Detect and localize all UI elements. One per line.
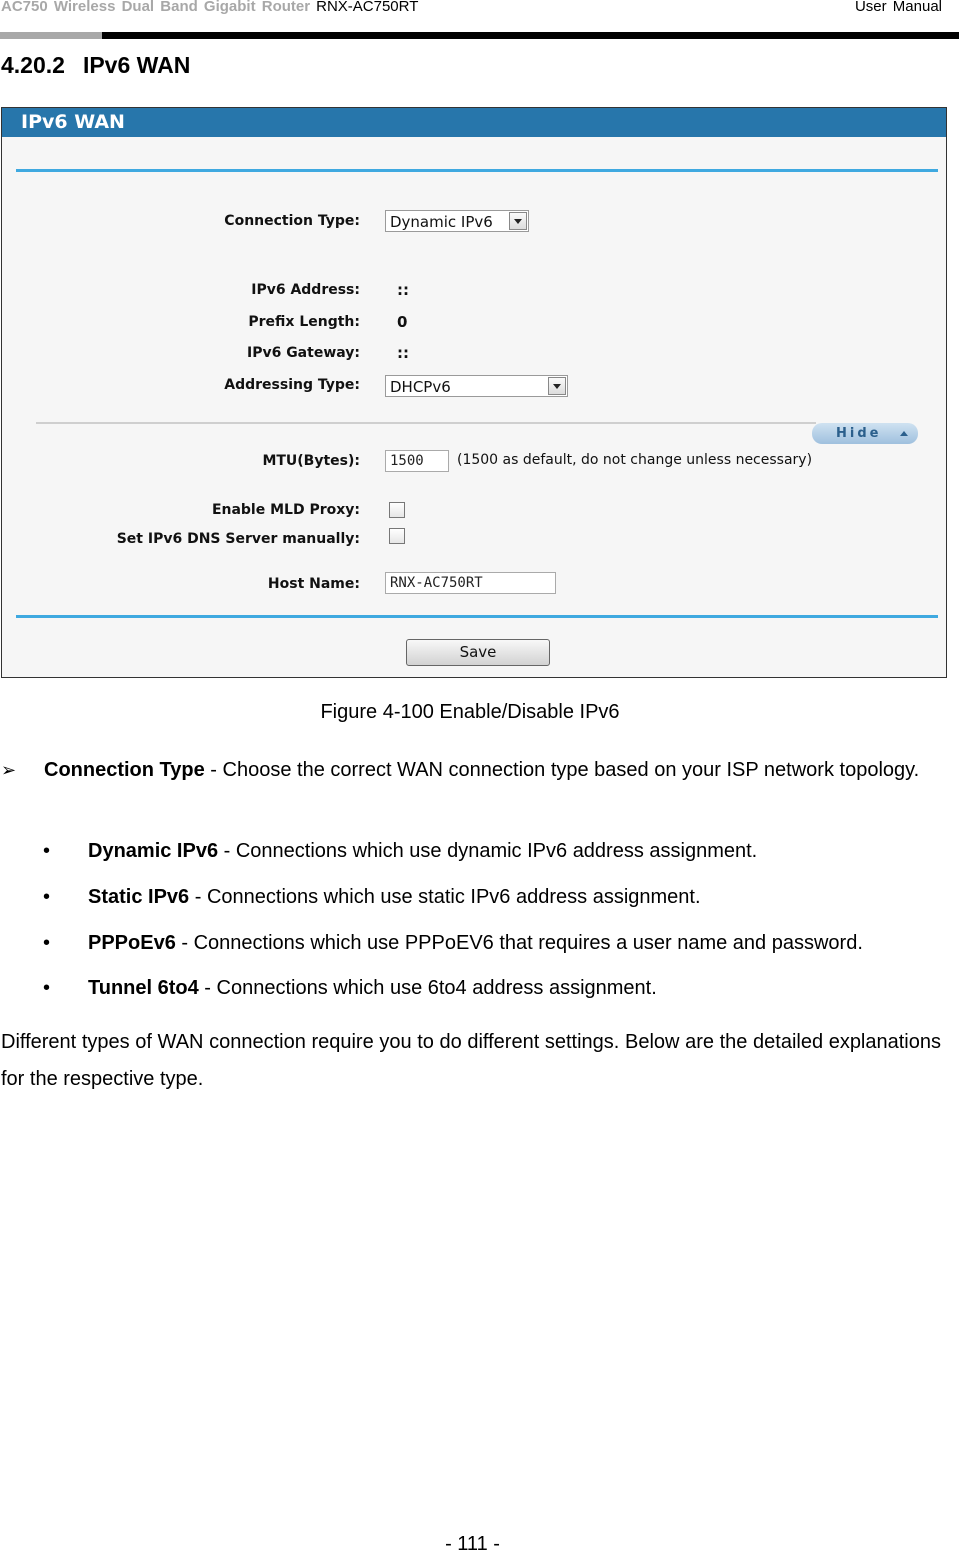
connection-type-description xyxy=(1,752,931,788)
bullet-text: - Connections which use 6to4 address assignment. xyxy=(198,977,657,999)
mtu-note: (1500 as default, do not change unless necessary) xyxy=(457,452,813,468)
connection-type-label: Connection Type: xyxy=(224,213,360,229)
top-divider xyxy=(16,169,938,172)
hide-label: Hide xyxy=(836,426,882,441)
chevron-down-icon[interactable] xyxy=(548,377,566,395)
chevron-up-icon xyxy=(900,431,908,436)
dns-manual-checkbox[interactable] xyxy=(389,528,405,544)
ipv6-gateway-value: :: xyxy=(397,344,409,362)
addressing-type-select[interactable] xyxy=(385,375,568,397)
bullet-term: PPPoEv6 xyxy=(88,932,176,954)
save-button[interactable]: Save xyxy=(406,639,550,666)
chevron-down-icon[interactable] xyxy=(509,212,527,230)
bullet-pppoev6 xyxy=(43,932,943,955)
prefix-length-value: 0 xyxy=(397,313,408,331)
prefix-length-label: Prefix Length: xyxy=(248,314,360,330)
ipv6-address-value: :: xyxy=(397,281,409,299)
host-name-label: Host Name: xyxy=(267,576,360,592)
addressing-type-label: Addressing Type: xyxy=(224,377,360,393)
ipv6-gateway-label: IPv6 Gateway: xyxy=(246,345,360,361)
addressing-type-value: DHCPv6 xyxy=(390,378,451,396)
mld-proxy-checkbox[interactable] xyxy=(389,502,405,518)
ipv6-wan-screenshot xyxy=(1,107,947,678)
bullet-dot-icon: • xyxy=(43,840,51,862)
mtu-input[interactable] xyxy=(385,450,449,472)
header-model: RNX-AC750RT xyxy=(316,0,419,15)
header-rule-grey xyxy=(0,32,102,39)
arrow-bullet-icon: ➢ xyxy=(1,760,17,780)
advanced-divider xyxy=(36,422,816,424)
header-title xyxy=(1,0,418,15)
hide-advanced-button[interactable] xyxy=(812,423,918,444)
bullet-term: Tunnel 6to4 xyxy=(88,977,199,999)
host-name-input[interactable] xyxy=(385,572,556,594)
mtu-label: MTU(Bytes): xyxy=(262,453,360,469)
bullet-term: Static IPv6 xyxy=(88,886,190,908)
explanation-paragraph: Different types of WAN connection require you to do different settings. Below are the detailed explanations for the respective type. xyxy=(1,1031,941,1090)
bullet-text: - Connections which use dynamic IPv6 address assignment. xyxy=(218,840,758,862)
section-number: 4.20.2 xyxy=(1,52,65,78)
bullet-dot-icon: • xyxy=(43,886,51,908)
header-brand: AC750 Wireless Dual Band Gigabit Router xyxy=(1,0,311,15)
bullet-dot-icon: • xyxy=(43,932,51,954)
bullet-term: Dynamic IPv6 xyxy=(88,840,219,862)
section-title: IPv6 WAN xyxy=(82,52,191,78)
bullet-dynamic-ipv6 xyxy=(43,840,943,863)
bullet-static-ipv6 xyxy=(43,886,943,909)
bullet-text: - Connections which use PPPoEV6 that requires a user name and password. xyxy=(175,932,863,954)
connection-type-text: - Choose the correct WAN connection type based on your ISP network topology. xyxy=(204,759,920,781)
figure-caption: Figure 4-100 Enable/Disable IPv6 xyxy=(320,701,620,723)
bullet-dot-icon: • xyxy=(43,977,51,999)
connection-type-select[interactable] xyxy=(385,210,529,232)
connection-type-value: Dynamic IPv6 xyxy=(390,213,493,231)
panel-title: IPv6 WAN xyxy=(2,108,946,137)
bottom-divider xyxy=(16,615,938,618)
mld-proxy-label: Enable MLD Proxy: xyxy=(211,502,360,518)
header-rule-black xyxy=(102,32,959,39)
page-number: - 111 - xyxy=(445,1533,500,1555)
header-doc-type: User Manual xyxy=(854,0,942,15)
section-heading xyxy=(1,52,190,79)
dns-manual-label: Set IPv6 DNS Server manually: xyxy=(116,531,360,547)
ipv6-address-label: IPv6 Address: xyxy=(251,282,360,298)
page-header xyxy=(0,0,959,40)
connection-type-term: Connection Type xyxy=(44,759,205,781)
bullet-tunnel-6to4 xyxy=(43,977,943,1000)
bullet-text: - Connections which use static IPv6 address assignment. xyxy=(189,886,701,908)
